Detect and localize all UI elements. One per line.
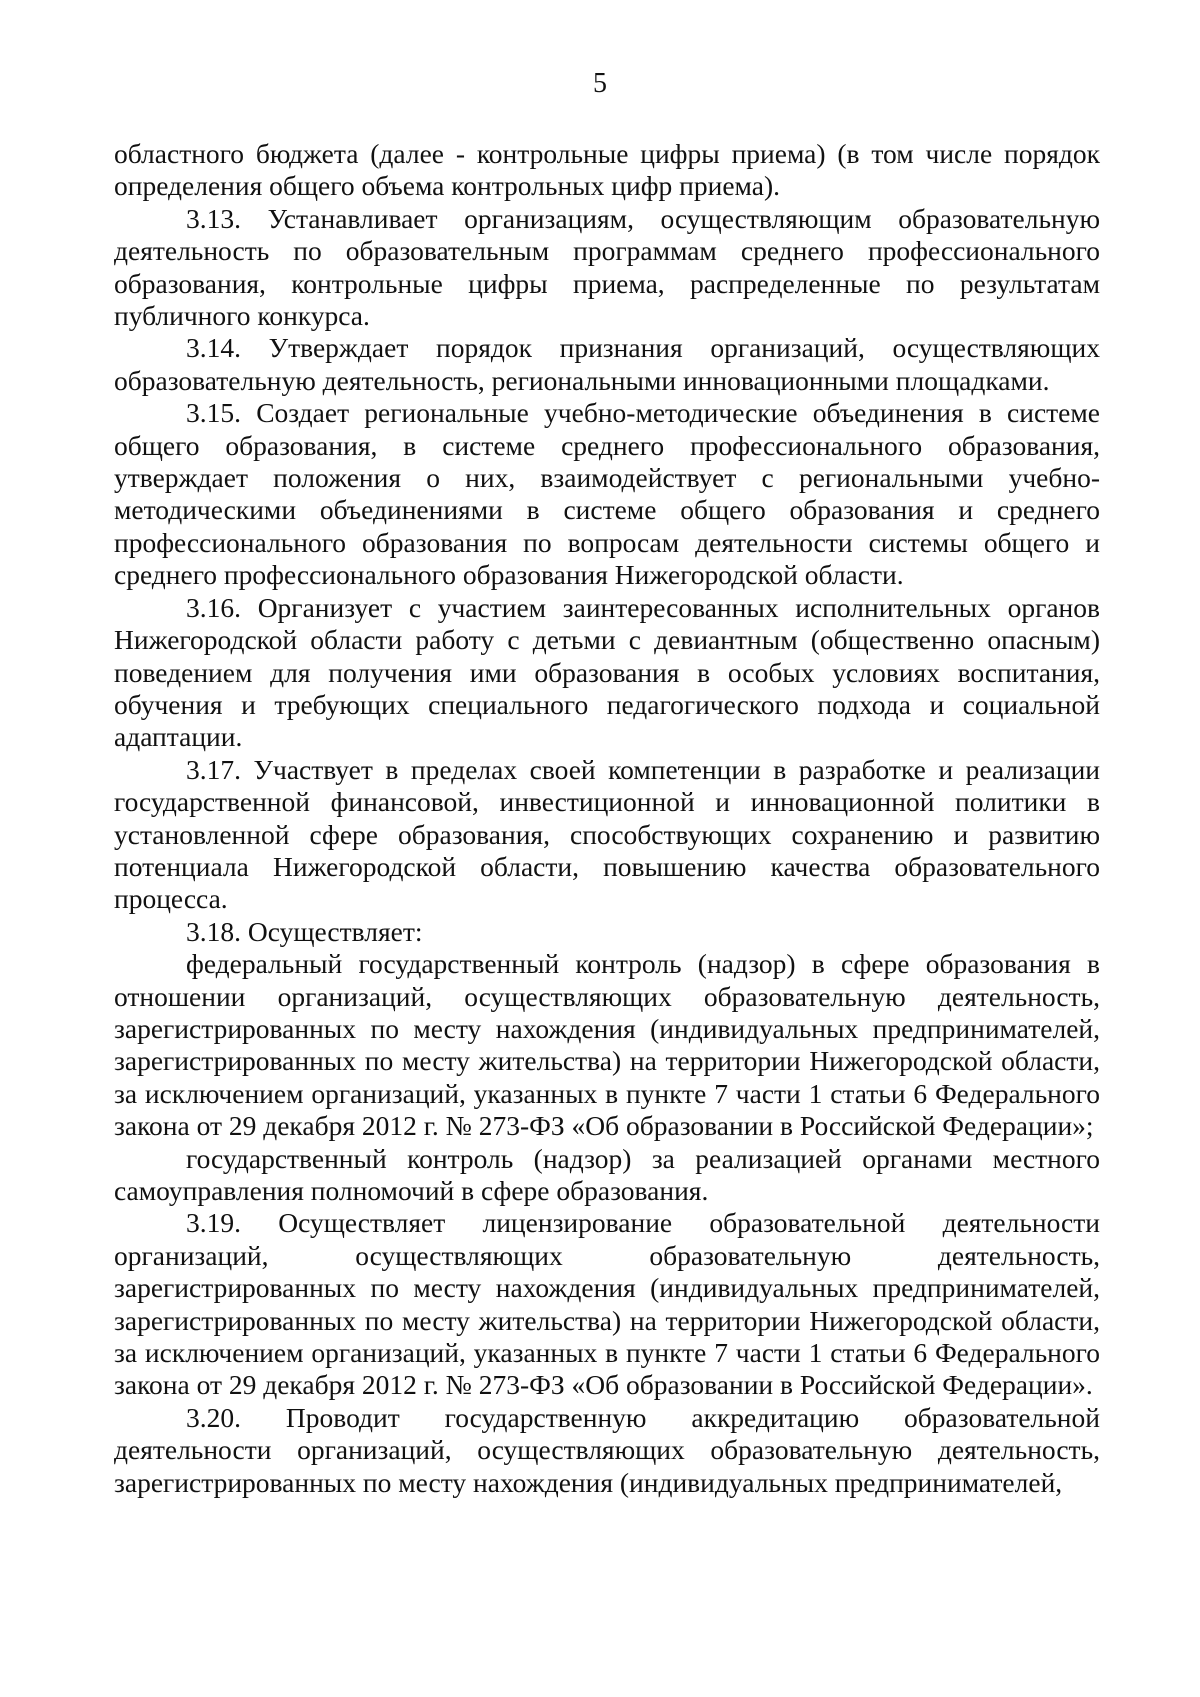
paragraph-3-13: 3.13. Устанавливает организациям, осуществляющим образовательную деятельность по образовательным программам среднего профессионального образования, контрольные цифры приема, распределенные по результатам публичного конкурса. <box>114 202 1100 332</box>
paragraph-3-18: 3.18. Осуществляет: <box>186 915 423 947</box>
paragraph-continuation: областного бюджета (далее - контрольные цифры приема) (в том числе порядок определения общего объема контрольных цифр приема). <box>114 138 1100 202</box>
paragraph-3-16: 3.16. Организует с участием заинтересованных исполнительных органов Нижегородской области работу с детьми с девиантным (общественно опасным) поведением для получения ими образования в особых условиях воспитания, обучения и требующих специального педагогического подхода и социальной адаптации. <box>114 591 1100 753</box>
document-body <box>114 138 1100 1499</box>
paragraph-3-18-item-1: федеральный государственный контроль (надзор) в сфере образования в отношении организаций, осуществляющих образовательную деятельность, зарегистрированных по месту нахождения (индивидуальных предпринимателей, зарегистрированных по месту жительства) на территории Нижегородской области, за исключением организаций, указанных в пункте 7 части 1 статьи 6 Федерального закона от 29 декабря 2012 г. № 273-ФЗ «Об образовании в Российской Федерации»; <box>114 948 1100 1142</box>
paragraph-3-14: 3.14. Утверждает порядок признания организаций, осуществляющих образовательную деятельность, региональными инновационными площадками. <box>114 332 1100 396</box>
paragraph-3-20: 3.20. Проводит государственную аккредитацию образовательной деятельности организаций, осуществляющих образовательную деятельность, зарегистрированных по месту нахождения (индивидуальных предпринимателей, <box>114 1401 1100 1498</box>
paragraph-3-17: 3.17. Участвует в пределах своей компетенции в разработке и реализации государственной финансовой, инвестиционной и инновационной политики в установленной сфере образования, способствующих сохранению и развитию потенциала Нижегородской области, повышению качества образовательного процесса. <box>114 753 1100 915</box>
paragraph-3-19: 3.19. Осуществляет лицензирование образовательной деятельности организаций, осуществляющих образовательную деятельность, зарегистрированных по месту нахождения (индивидуальных предпринимателей, зарегистрированных по месту жительства) на территории Нижегородской области, за исключением организаций, указанных в пункте 7 части 1 статьи 6 Федерального закона от 29 декабря 2012 г. № 273-ФЗ «Об образовании в Российской Федерации». <box>114 1207 1100 1401</box>
paragraph-3-15: 3.15. Создает региональные учебно-методические объединения в системе общего образования, в системе среднего профессионального образования, утверждает положения о них, взаимодействует с региональными учебно-методическими объединениями в системе общего образования и среднего профессионального образования по вопросам деятельности системы общего и среднего профессионального образования Нижегородской области. <box>114 397 1100 591</box>
paragraph-3-18-item-2: государственный контроль (надзор) за реализацией органами местного самоуправления полномочий в сфере образования. <box>114 1142 1100 1206</box>
page-number: 5 <box>593 68 607 99</box>
